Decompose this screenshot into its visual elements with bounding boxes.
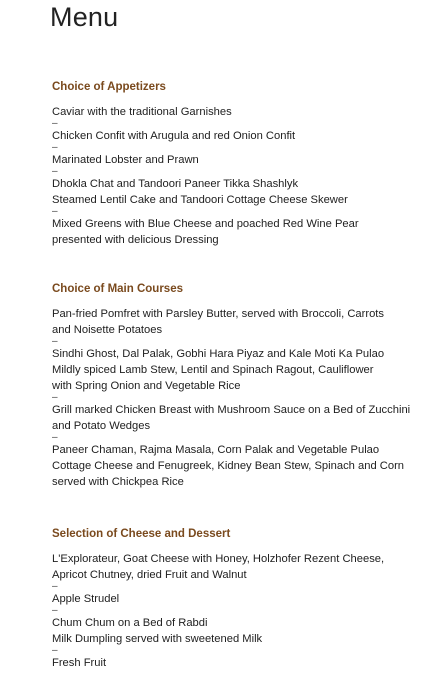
menu-item-line: Milk Dumpling served with sweetened Milk	[52, 633, 263, 645]
section-main-courses	[52, 282, 432, 490]
section-appetizers	[52, 80, 432, 248]
item-separator: –	[52, 432, 58, 443]
menu-item-line: Steamed Lentil Cake and Tandoori Cottage Cheese Skewer	[52, 194, 348, 206]
section-heading: Selection of Cheese and Dessert	[52, 528, 231, 540]
menu-item-line: Caviar with the traditional Garnishes	[52, 106, 232, 118]
item-separator: –	[52, 605, 58, 616]
item-separator: –	[52, 645, 58, 656]
menu-item-line: Cottage Cheese and Fenugreek, Kidney Bean Stew, Spinach and Corn	[52, 460, 405, 472]
menu-item-line: Grill marked Chicken Breast with Mushroom Sauce on a Bed of Zucchini	[52, 404, 411, 416]
section-heading: Choice of Main Courses	[52, 283, 183, 295]
page-title: Menu	[50, 2, 119, 32]
menu-item-list	[52, 551, 432, 671]
item-separator: –	[52, 166, 58, 177]
item-separator: –	[52, 118, 58, 129]
menu-item-line: Mildly spiced Lamb Stew, Lentil and Spinach Ragout, Cauliflower	[52, 364, 374, 376]
item-separator: –	[52, 581, 58, 592]
menu-item-line: Mixed Greens with Blue Cheese and poached Red Wine Pear	[52, 218, 359, 230]
menu-item-line: Fresh Fruit	[52, 657, 107, 669]
menu-item-line: and Noisette Potatoes	[52, 324, 163, 336]
menu-item-line: served with Chickpea Rice	[52, 476, 184, 488]
item-separator: –	[52, 142, 58, 153]
menu-item-line: Chicken Confit with Arugula and red Onion Confit	[52, 130, 296, 142]
item-separator: –	[52, 392, 58, 403]
menu-item-line: L'Explorateur, Goat Cheese with Honey, Holzhofer Rezent Cheese,	[52, 553, 385, 565]
menu-item-line: Dhokla Chat and Tandoori Paneer Tikka Shashlyk	[52, 178, 299, 190]
menu-item-line: Paneer Chaman, Rajma Masala, Corn Palak and Vegetable Pulao	[52, 444, 380, 456]
menu-item-line: Apricot Chutney, dried Fruit and Walnut	[52, 569, 247, 581]
item-separator: –	[52, 336, 58, 347]
item-separator: –	[52, 206, 58, 217]
section-cheese-and-dessert	[52, 527, 432, 671]
section-heading: Choice of Appetizers	[52, 81, 166, 93]
menu-item-line: Pan-fried Pomfret with Parsley Butter, served with Broccoli, Carrots	[52, 308, 385, 320]
menu-item-line: Sindhi Ghost, Dal Palak, Gobhi Hara Piyaz and Kale Moti Ka Pulao	[52, 348, 385, 360]
menu-item-line: Marinated Lobster and Prawn	[52, 154, 199, 166]
menu-item-line: presented with delicious Dressing	[52, 234, 219, 246]
menu-item-line: Apple Strudel	[52, 593, 120, 605]
menu-item-line: Chum Chum on a Bed of Rabdi	[52, 617, 208, 629]
menu-item-list	[52, 104, 432, 248]
menu-item-line: and Potato Wedges	[52, 420, 151, 432]
menu-item-line: with Spring Onion and Vegetable Rice	[52, 380, 241, 392]
menu-item-list	[52, 306, 432, 490]
